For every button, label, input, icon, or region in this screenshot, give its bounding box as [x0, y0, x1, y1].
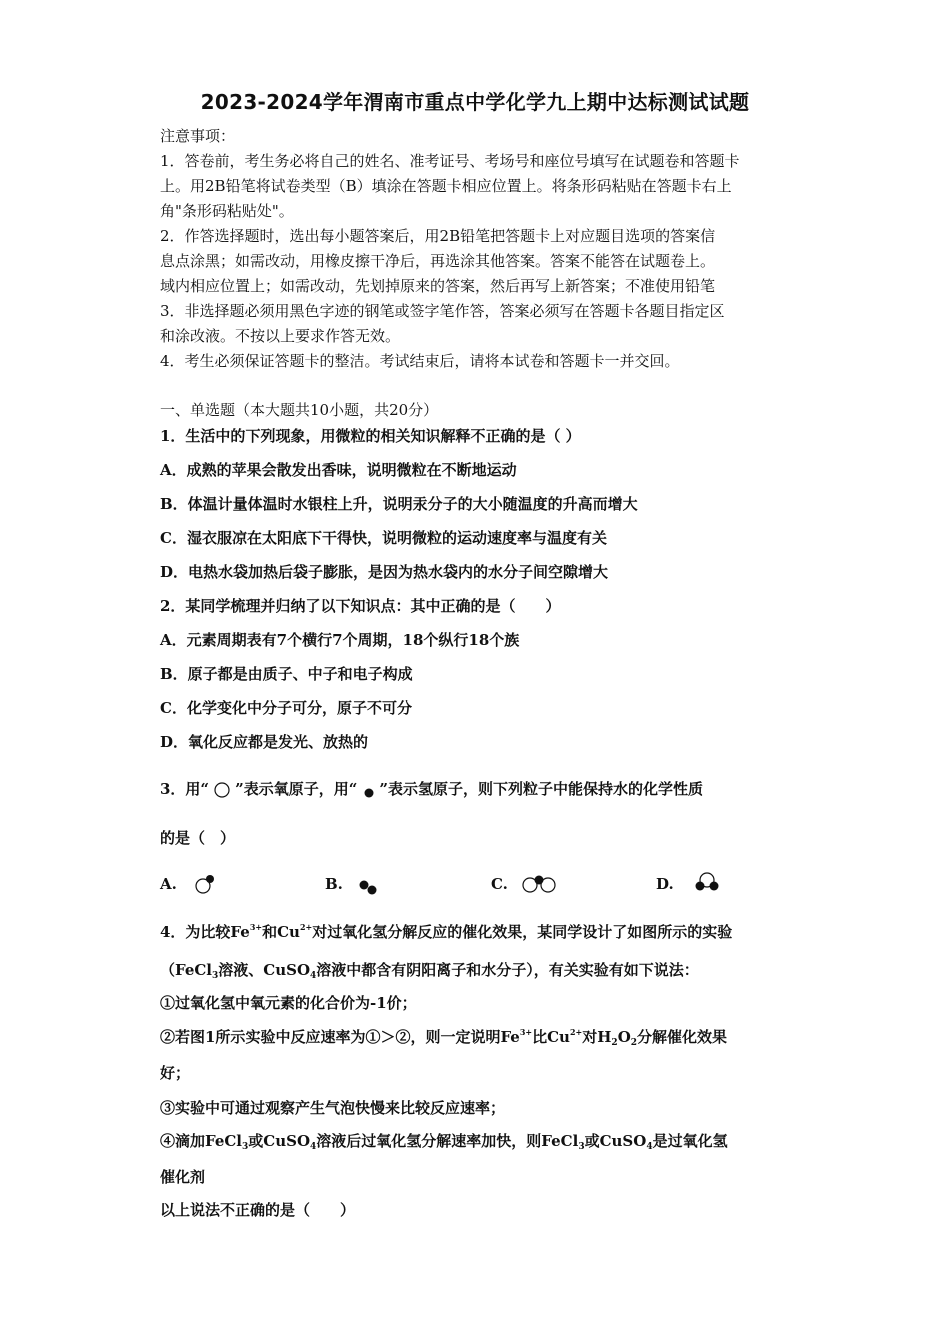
q4-ask: 以上说法不正确的是（ ） [160, 1201, 356, 1219]
q4-text: 溶液中都含有阴阳离子和水分子），有关实验有如下说法： [316, 961, 699, 979]
notice-line: 和涂改液。不按以上要求作答无效。 [160, 327, 401, 345]
q2-option-a: A．元素周期表有7个横行7个周期，18个纵行18个族 [160, 631, 520, 649]
q2-option-c: C．化学变化中分子可分，原子不可分 [160, 699, 412, 717]
q3-text: 3．用“ [160, 780, 210, 798]
q4-text: 对H [582, 1028, 612, 1046]
q4-statement-4-cont: 催化剂 [160, 1168, 206, 1186]
q4-statement-3: ③实验中可通过观察产生气泡快慢来比较反应速率； [160, 1099, 506, 1117]
q4-text: 或CuSO [584, 1132, 647, 1150]
q3-stem [160, 779, 703, 799]
subscript: 2 [630, 1038, 638, 1048]
molecule-d-icon [693, 870, 723, 894]
charge: 2+ [569, 1027, 583, 1037]
q4-text: 是过氧化氢 [652, 1132, 728, 1150]
subscript: 4 [310, 971, 317, 981]
q1-option-d: D．电热水袋加热后袋子膨胀，是因为热水袋内的水分子间空隙增大 [160, 563, 609, 581]
notice-line: 角"条形码粘贴处"。 [160, 202, 294, 220]
q2-option-d: D．氧化反应都是发光、放热的 [160, 733, 369, 751]
q4-text: 对过氧化氢分解反应的催化效果，某同学设计了如图所示的实验 [312, 923, 733, 941]
notice-heading: 注意事项： [160, 127, 236, 145]
q4-text: 和Cu [262, 923, 300, 941]
q3-option-b-label: B. [325, 875, 343, 893]
q4-statement-4 [160, 1131, 728, 1151]
subscript: 4 [310, 1142, 317, 1152]
q4-text: O [617, 1028, 631, 1046]
q3-option-a-label: A. [160, 875, 177, 893]
molecule-c-icon [520, 872, 560, 896]
molecule-b-icon [356, 876, 380, 898]
q2-option-b: B．原子都是由质子、中子和电子构成 [160, 665, 413, 683]
q3-stem-cont: 的是（ ） [160, 829, 236, 847]
q2-stem: 2．某同学梳理并归纳了以下知识点：其中正确的是（ ） [160, 597, 561, 615]
q1-option-c: C．湿衣服凉在太阳底下干得快，说明微粒的运动速度率与温度有关 [160, 529, 607, 547]
notice-line: 息点涂黑；如需改动，用橡皮擦干净后，再选涂其他答案。答案不能答在试题卷上。 [160, 252, 716, 270]
section-heading: 一、单选题（本大题共10小题，共20分） [160, 401, 439, 419]
q4-text: （FeCl [160, 961, 213, 979]
molecule-a-icon [193, 872, 219, 896]
notice-line: 3．非选择题必须用黑色字迹的钢笔或签字笔作答，答案必须写在答题卡各题目指定区 [160, 302, 725, 320]
q4-text: 溶液后过氧化氢分解速率加快，则FeCl [316, 1132, 579, 1150]
subscript: 2 [611, 1038, 618, 1048]
page-title: 2023-2024学年渭南市重点中学化学九上期中达标测试试题 [200, 90, 750, 114]
notice-line: 2．作答选择题时，选出每小题答案后，用2B铅笔把答题卡上对应题目选项的答案信 [160, 227, 716, 245]
q4-stem [160, 922, 732, 942]
subscript: 3 [242, 1142, 249, 1152]
q1-stem: 1．生活中的下列现象，用微粒的相关知识解释不正确的是（ ） [160, 427, 581, 445]
q3-option-c-label: C. [491, 875, 508, 893]
charge: 3+ [519, 1027, 533, 1037]
notice-line: 4．考生必须保证答题卡的整洁。考试结束后，请将本试卷和答题卡一并交回。 [160, 352, 680, 370]
notice-line: 域内相应位置上；如需改动，先划掉原来的答案，然后再写上新答案；不准使用铅笔 [160, 277, 716, 295]
subscript: 4 [646, 1142, 653, 1152]
q4-statement-2 [160, 1027, 727, 1047]
q4-text: 4．为比较Fe [160, 923, 250, 941]
q4-text: ②若图1所示实验中反应速率为①＞②，则一定说明Fe [160, 1028, 520, 1046]
q4-statement-1: ①过氧化氢中氧元素的化合价为-1价； [160, 994, 417, 1012]
q3-text: ”表示氢原子，则下列粒子中能保持水的化学性质 [379, 780, 703, 798]
q4-text: ④滴加FeCl [160, 1132, 243, 1150]
q4-text: 溶液、CuSO [218, 961, 311, 979]
charge: 3+ [249, 922, 263, 932]
q1-option-a: A．成熟的苹果会散发出香味，说明微粒在不断地运动 [160, 461, 517, 479]
q4-text: 比Cu [532, 1028, 570, 1046]
q4-text: 或CuSO [248, 1132, 311, 1150]
notice-line: 上。用2B铅笔将试卷类型（B）填涂在答题卡相应位置上。将条形码粘贴在答题卡右上 [160, 177, 732, 195]
q4-text: 分解催化效果 [637, 1028, 728, 1046]
q3-text: ”表示氧原子，用“ [235, 780, 358, 798]
q4-stem-line2 [160, 960, 699, 980]
q1-option-b: B．体温计量体温时水银柱上升，说明汞分子的大小随温度的升高而增大 [160, 495, 638, 513]
charge: 2+ [299, 922, 313, 932]
subscript: 3 [578, 1142, 585, 1152]
q4-statement-2-cont: 好； [160, 1064, 191, 1082]
q3-option-d-label: D. [656, 875, 674, 893]
notice-line: 1．答卷前，考生务必将自己的姓名、准考证号、考场号和座位号填写在试题卷和答题卡 [160, 152, 740, 170]
subscript: 3 [212, 971, 219, 981]
